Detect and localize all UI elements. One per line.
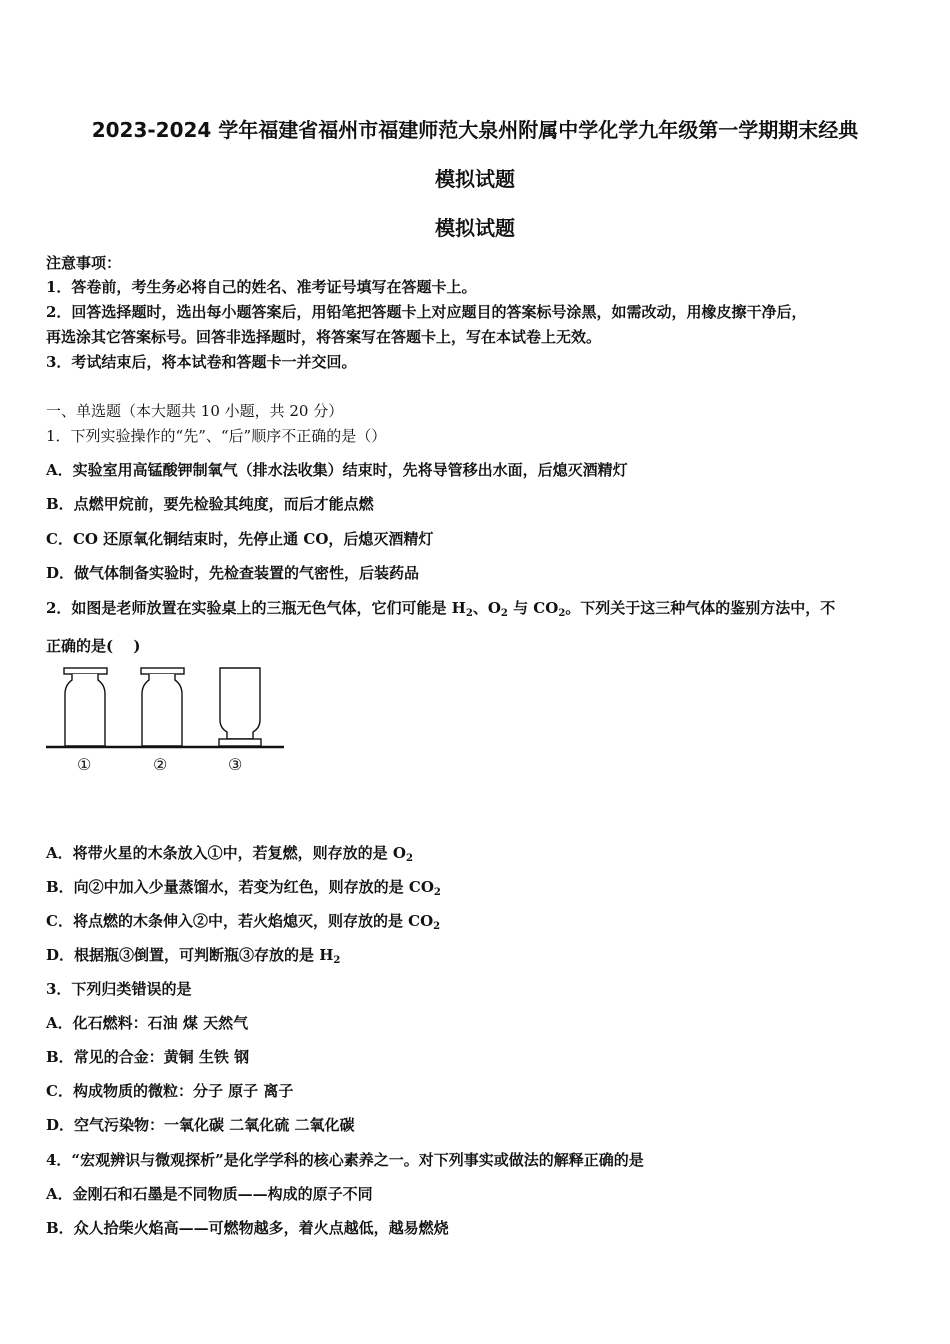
- q2-option-b: B．向②中加入少量蒸馏水，若变为红色，则存放的是 $CO_2$: [46, 878, 441, 898]
- bottle-label-3: ③: [228, 755, 243, 774]
- bottle-3-inverted: [219, 668, 261, 746]
- document-title-line3: 模拟试题: [435, 216, 515, 240]
- q1-option-b: B．点燃甲烷前，要先检验其纯度，而后才能点燃: [46, 495, 374, 513]
- q2-option-a: A．将带火星的木条放入①中，若复燃，则存放的是 $O_2$: [46, 844, 413, 864]
- q2-option-c: C．将点燃的木条伸入②中，若火焰熄灭，则存放的是 $CO_2$: [46, 912, 441, 932]
- section-heading: 一、单选题（本大题共 10 小题，共 20 分）: [46, 402, 344, 420]
- notice-item-3: 3．考试结束后，将本试卷和答题卡一并交回。: [46, 353, 357, 371]
- notice-heading: 注意事项：: [46, 254, 122, 272]
- bottle-1: [64, 668, 107, 746]
- bottle-label-1: ①: [77, 755, 92, 774]
- notice-item-2b: 再选涂其它答案标号。回答非选择题时，将答案写在答题卡上，写在本试卷上无效。: [46, 328, 602, 346]
- q1-option-d: D．做气体制备实验时，先检查装置的气密性，后装药品: [46, 564, 420, 582]
- q2-stem-line2: 正确的是( ): [46, 637, 141, 655]
- q1-stem: 1．下列实验操作的“先”、“后”顺序不正确的是（）: [46, 427, 387, 445]
- document-title-line2: 模拟试题: [435, 167, 515, 191]
- q1-option-a: A．实验室用高锰酸钾制氧气（排水法收集）结束时，先将导管移出水面，后熄灭酒精灯: [46, 461, 628, 479]
- notice-item-1: 1．答卷前，考生务必将自己的姓名、准考证号填写在答题卡上。: [46, 278, 477, 296]
- bottle-label-2: ②: [153, 755, 168, 774]
- q3-option-a: A．化石燃料：石油 煤 天然气: [46, 1014, 249, 1032]
- q3-option-b: B．常见的合金：黄铜 生铁 钢: [46, 1048, 250, 1066]
- q3-option-c: C．构成物质的微粒：分子 原子 离子: [46, 1082, 294, 1100]
- q3-stem: 3．下列归类错误的是: [46, 980, 192, 998]
- q2-stem-line1: 2．如图是老师放置在实验桌上的三瓶无色气体，它们可能是 $H_2$、$O_2$ 与 $CO_2$。下列关于这三种气体的鉴别方法中，不: [46, 599, 836, 619]
- bottle-2: [141, 668, 184, 746]
- q1-option-c: C．CO 还原氧化铜结束时，先停止通 CO，后熄灭酒精灯: [46, 530, 434, 548]
- q2-option-d: D．根据瓶③倒置，可判断瓶③存放的是 $H_2$: [46, 946, 341, 966]
- notice-item-2a: 2．回答选择题时，选出每小题答案后，用铅笔把答题卡上对应题目的答案标号涂黑，如需改动，用橡皮擦干净后，: [46, 303, 807, 321]
- document-title-line1: 2023-2024 学年福建省福州市福建师范大泉州附属中学化学九年级第一学期期末经典: [91, 118, 859, 142]
- q3-option-d: D．空气污染物：一氧化碳 二氧化硫 二氧化碳: [46, 1116, 355, 1134]
- q4-stem: 4．“宏观辨识与微观探析”是化学学科的核心素养之一。对下列事实或做法的解释正确的是: [46, 1151, 644, 1169]
- q4-option-b: B．众人拾柴火焰高——可燃物越多，着火点越低，越易燃烧: [46, 1219, 449, 1237]
- q4-option-a: A．金刚石和石墨是不同物质——构成的原子不同: [46, 1185, 373, 1203]
- gas-bottles-figure: [44, 664, 288, 780]
